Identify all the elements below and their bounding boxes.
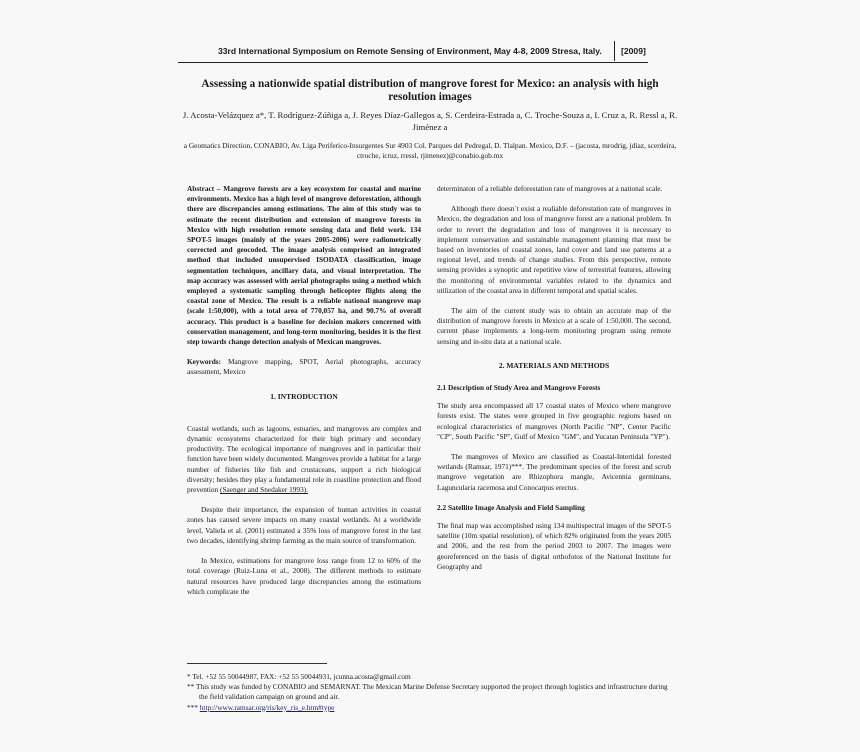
- left-column: [187, 184, 421, 607]
- paper-authors: J. Acosta-Velázquez a*, T. Rodríguez-Zúñiga a, J. Reyes Díaz-Gallegos a, S. Cerdeira-Estrada a, C. Troche-Souza a, I. Cruz a, R. Ressl a, R. Jiménez a: [182, 110, 678, 132]
- conference-name: 33rd International Symposium on Remote Sensing of Environment, May 4-8, 2009 Stresa, Italy.: [218, 46, 602, 56]
- keywords-text: Mangrove mapping, SPOT, Aerial photographs, accuracy assessment, Mexico: [187, 357, 421, 377]
- footnote-rule: [187, 663, 327, 664]
- right-paragraph-5: The mangroves of Mexico are classified as Coastal-Intertidal forested wetlands (Ramsar, 1971)***. The predominant species of the forest and scrub mangrove vegetation are Rhizophora mangle, Avicennia germinans, Laguncularia racemosa and Conocarpus erectus.: [437, 452, 671, 492]
- paper-title: Assessing a nationwide spatial distribution of mangrove forest for Mexico: an analysis with high resolution images: [201, 78, 659, 103]
- section-heading-materials: 2. MATERIALS AND METHODS: [498, 360, 610, 370]
- footnote-1: * Tel. +52 55 50044987, FAX: +52 55 50044931, jcunna.acosta@gmail.com: [187, 672, 411, 681]
- intro-p1-text: Coastal wetlands, such as lagoons, estuaries, and mangroves are complex and dynamic ecosystems characterized for their high primary and secondary productivity. The ecological importance of mangroves and in particular their function have been widely documented. Mangroves provide a habitat for a large number of fisheries like fish and crustaceans, support a rich biological diversity; besides they play a fundamental role in coastline protection and flood prevention: [187, 423, 421, 495]
- intro-paragraph-1: [187, 424, 421, 495]
- right-paragraph-4: The study area encompassed all 17 coastal states of Mexico where mangrove forests exist. The states were grouped in five geographic regions based on ecological characteristics of mangroves (North Pacific "NP", Center Pacific "CP", South Pacific "SP", Gulf of Mexico "GM", and Yucatan Peninsula "YP").: [437, 401, 671, 441]
- intro-paragraph-2: Despite their importance, the expansion of human activities in coastal zones has caused severe impacts on many coastal wetlands. At a worldwide level, Valiela et al. (2001) estimated a 35% loss of mangrove forest in the last two decades, identifying shrimp farming as the main source of transformation.: [187, 505, 421, 545]
- footnotes: [187, 672, 677, 713]
- footnote-3-prefix: ***: [187, 702, 200, 712]
- running-header: [178, 44, 648, 63]
- ramsar-link[interactable]: http://www.ramsar.org/ris/key_ris_e.htm#type: [199, 702, 335, 712]
- right-paragraph-3: The aim of the current study was to obtain an accurate map of the distribution of mangrove forests in Mexico at a scale of 1:50,000. The second, current phase implements a long-term monitoring program using remote sensing and in-situ data at a national scale.: [437, 306, 671, 346]
- intro-paragraph-3: In Mexico, estimations for mangrove loss range from 12 to 60% of the total coverage (Ruiz-Luna et al., 2008). The different methods to estimate natural resources have produced large discrepancies among the estimations which complicate the: [187, 556, 421, 596]
- paper-affiliation: a Geomatics Direction, CONABIO, Av. Liga Periferico-Insurgentes Sur 4903 Col. Parques del Pedregal, D. Tlalpan. Mexico, D.F. – (jacosta, mrodrig, jdiaz, scerdeira, ctroche, icruz, rressl, rjimenez)@conabio.gob.mx: [183, 141, 677, 160]
- right-paragraph-6: The final map was accomplished using 134 multispectral images of the SPOT-5 satellite (10m spatial resolution), of which 82% originated from the years 2005 and 2006, and the rest from the period 2003 to 2007. The images were georeferenced on the basis of digital orthofotos of the National Institute for Geography and: [437, 521, 671, 571]
- section-heading-introduction: 1. INTRODUCTION: [270, 391, 338, 401]
- right-paragraph-1: determinaton of a reliable deforestation rate of mangroves at a national scale.: [437, 184, 663, 193]
- intro-citation: (Saenger and Snedaker 1993).: [220, 485, 308, 495]
- right-paragraph-2: Although there doesn´t exist a realiable deforestation rate of mangroves in Mexico, the degradation and loss of mangrove forest are a national problem. In order to revert the degradation and loss of mangroves it is necessary to implement conservation and sustainable management planning that must be based on inventories of coastal zones, land cover and land use patterns at a regional level, and trends of change studies. From this perspective, remote sensing provides a synoptic and repetitive view of terrestrial features, allowing the monitoring of environmental variables related to the dynamics and utilization of the coastal area in different temporal and spatial scales.: [437, 204, 671, 295]
- keywords-label: Keywords:: [187, 357, 222, 367]
- footnote-3: [187, 703, 677, 713]
- footnote-2: ** This study was funded by CONABIO and SEMARNAT. The Mexican Marine Defense Secretary supported the project through logistics and infrastructure during the field validation campaign on ground and air.: [187, 682, 668, 702]
- header-year: [2009]: [614, 41, 650, 61]
- keywords: [187, 357, 421, 377]
- abstract: Abstract – Mangrove forests are a key ecosystem for coastal and marine environments. Mexico has a high level of mangrove deforestation, although there are discrepancies among estimations. The aim of this study was to estimate the recent distribution and extension of mangrove forests in Mexico with high resolution remote sensing data and field work. 134 SPOT-5 images (mainly of the years 2005-2006) were radiometrically corrected and geocoded. The image analysis comprised an integrated method that included unsupervised ISODATA classification, image segmentation techniques, ancillary data, and visual interpretation. The map accuracy was assessed with aerial photographs using a method which employed a systematic sampling through helicopter flights along the coastal zone of Mexico. The result is a reliable national mangrove map (scale 1:50,000), with a total area of 770,057 ha, and 90.7% of overall accuracy. This product is a baseline for decision makers concerned with conservation management, and long-term monitoring, besides it is the first step towards change detection analysis of Mexican mangroves.: [187, 184, 421, 347]
- subsection-heading-2-1: 2.1 Description of Study Area and Mangrove Forests: [437, 383, 601, 393]
- right-column: [437, 184, 671, 582]
- subsection-heading-2-2: 2.2 Satellite Image Analysis and Field Sampling: [437, 502, 585, 512]
